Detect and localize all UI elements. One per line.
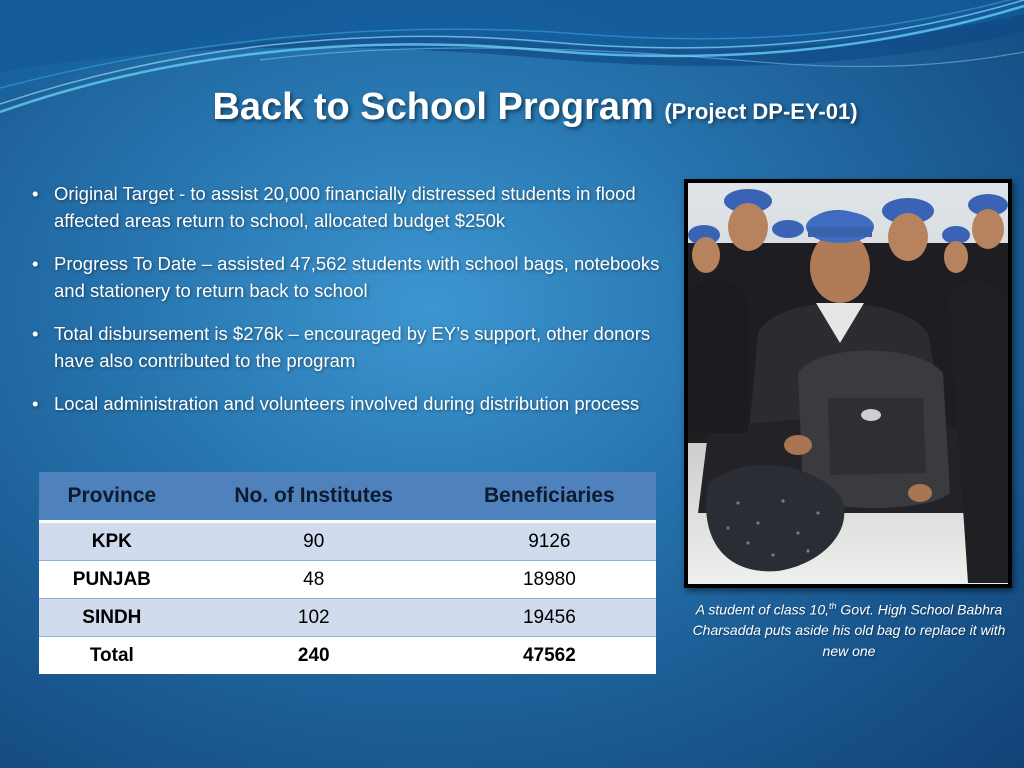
cell-province: SINDH	[39, 599, 185, 637]
table-row	[39, 561, 656, 599]
header-beneficiaries: Beneficiaries	[443, 472, 656, 522]
header-province: Province	[39, 472, 185, 522]
cell-total-institutes: 240	[185, 637, 443, 675]
cell-province: PUNJAB	[39, 561, 185, 599]
bullet-list	[32, 180, 662, 433]
bullet-item: • Local administration and volunteers involved during distribution process	[32, 390, 662, 417]
title-project-code: (Project DP-EY-01)	[664, 99, 858, 124]
caption-part1: A student of class 10,	[695, 601, 830, 618]
cell-beneficiaries: 19456	[443, 599, 656, 637]
bullet-item: • Original Target - to assist 20,000 financially distressed students in flood affected areas return to school, allocated budget $250k	[32, 180, 662, 234]
bullet-item: • Total disbursement is $276k – encouraged by EY’s support, other donors have also contributed to the program	[32, 320, 662, 374]
cell-total-beneficiaries: 47562	[443, 637, 656, 675]
table-header-row	[39, 472, 656, 522]
bullet-item: • Progress To Date – assisted 47,562 students with school bags, notebooks and stationery to return back to school	[32, 250, 662, 304]
table-total-row	[39, 637, 656, 675]
cell-beneficiaries: 9126	[443, 522, 656, 561]
province-table	[39, 472, 656, 674]
cell-institutes: 102	[185, 599, 443, 637]
photo-caption	[690, 596, 1008, 661]
cell-institutes: 90	[185, 522, 443, 561]
table-row	[39, 599, 656, 637]
student-photo	[684, 179, 1012, 588]
header-institutes: No. of Institutes	[185, 472, 443, 522]
table-row	[39, 522, 656, 561]
title-main: Back to School Program	[212, 86, 654, 128]
caption-part2: Govt. High School Babhra Charsadda puts aside his old bag to replace it with new one	[692, 601, 1006, 659]
slide-title	[0, 86, 1024, 129]
cell-institutes: 48	[185, 561, 443, 599]
caption-superscript: th	[829, 601, 837, 611]
cell-beneficiaries: 18980	[443, 561, 656, 599]
cell-total-label: Total	[39, 637, 185, 675]
student-photo-illustration	[688, 183, 1008, 584]
cell-province: KPK	[39, 522, 185, 561]
